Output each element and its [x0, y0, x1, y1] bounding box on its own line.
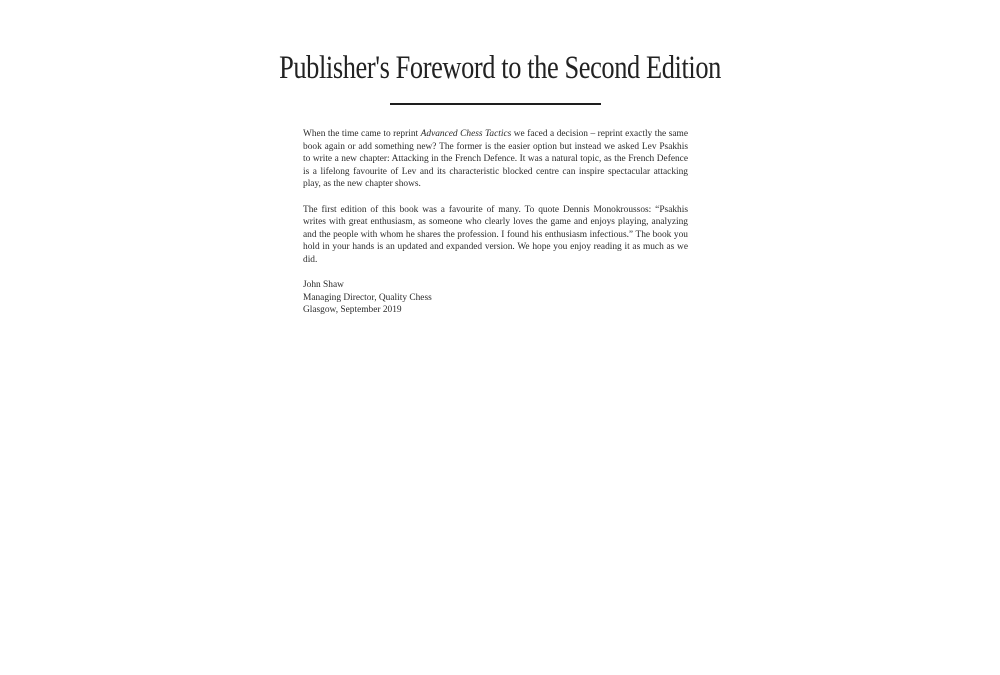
signature-block	[303, 279, 688, 317]
paragraph-1-lead: When the time came to reprint	[303, 129, 421, 139]
paragraph-1	[303, 128, 688, 191]
foreword-body	[303, 128, 688, 317]
paragraph-1-rest: we faced a decision – reprint exactly the same book again or add something new? The former is the easier option but instead we asked Lev Psakhis to write a new chapter: Attacking in the French Defence. It was a natural topic, as the French Defence is a lifelong favourite of Lev and its characteristic blocked centre can inspire spectacular attacking play, as the new chapter shows.	[303, 129, 688, 190]
signature-name: John Shaw	[303, 280, 344, 291]
paragraph-2: The first edition of this book was a favourite of many. To quote Dennis Monokroussos: “Psakhis writes with great enthusiasm, as someone who clearly loves the game and enjoys playing, analyzing and the people with whom he shares the profession. I found his enthusiasm infectious.” The book you hold in your hands is an updated and expanded version. We hope you enjoy reading it as much as we did.	[303, 204, 688, 265]
page-title: Publisher's Foreword to the Second Edition	[279, 50, 721, 86]
signature-place-date: Glasgow, September 2019	[303, 305, 402, 316]
signature-role: Managing Director, Quality Chess	[303, 292, 432, 303]
book-title: Advanced Chess Tactics	[420, 129, 512, 139]
title-underline-rule	[390, 103, 601, 105]
